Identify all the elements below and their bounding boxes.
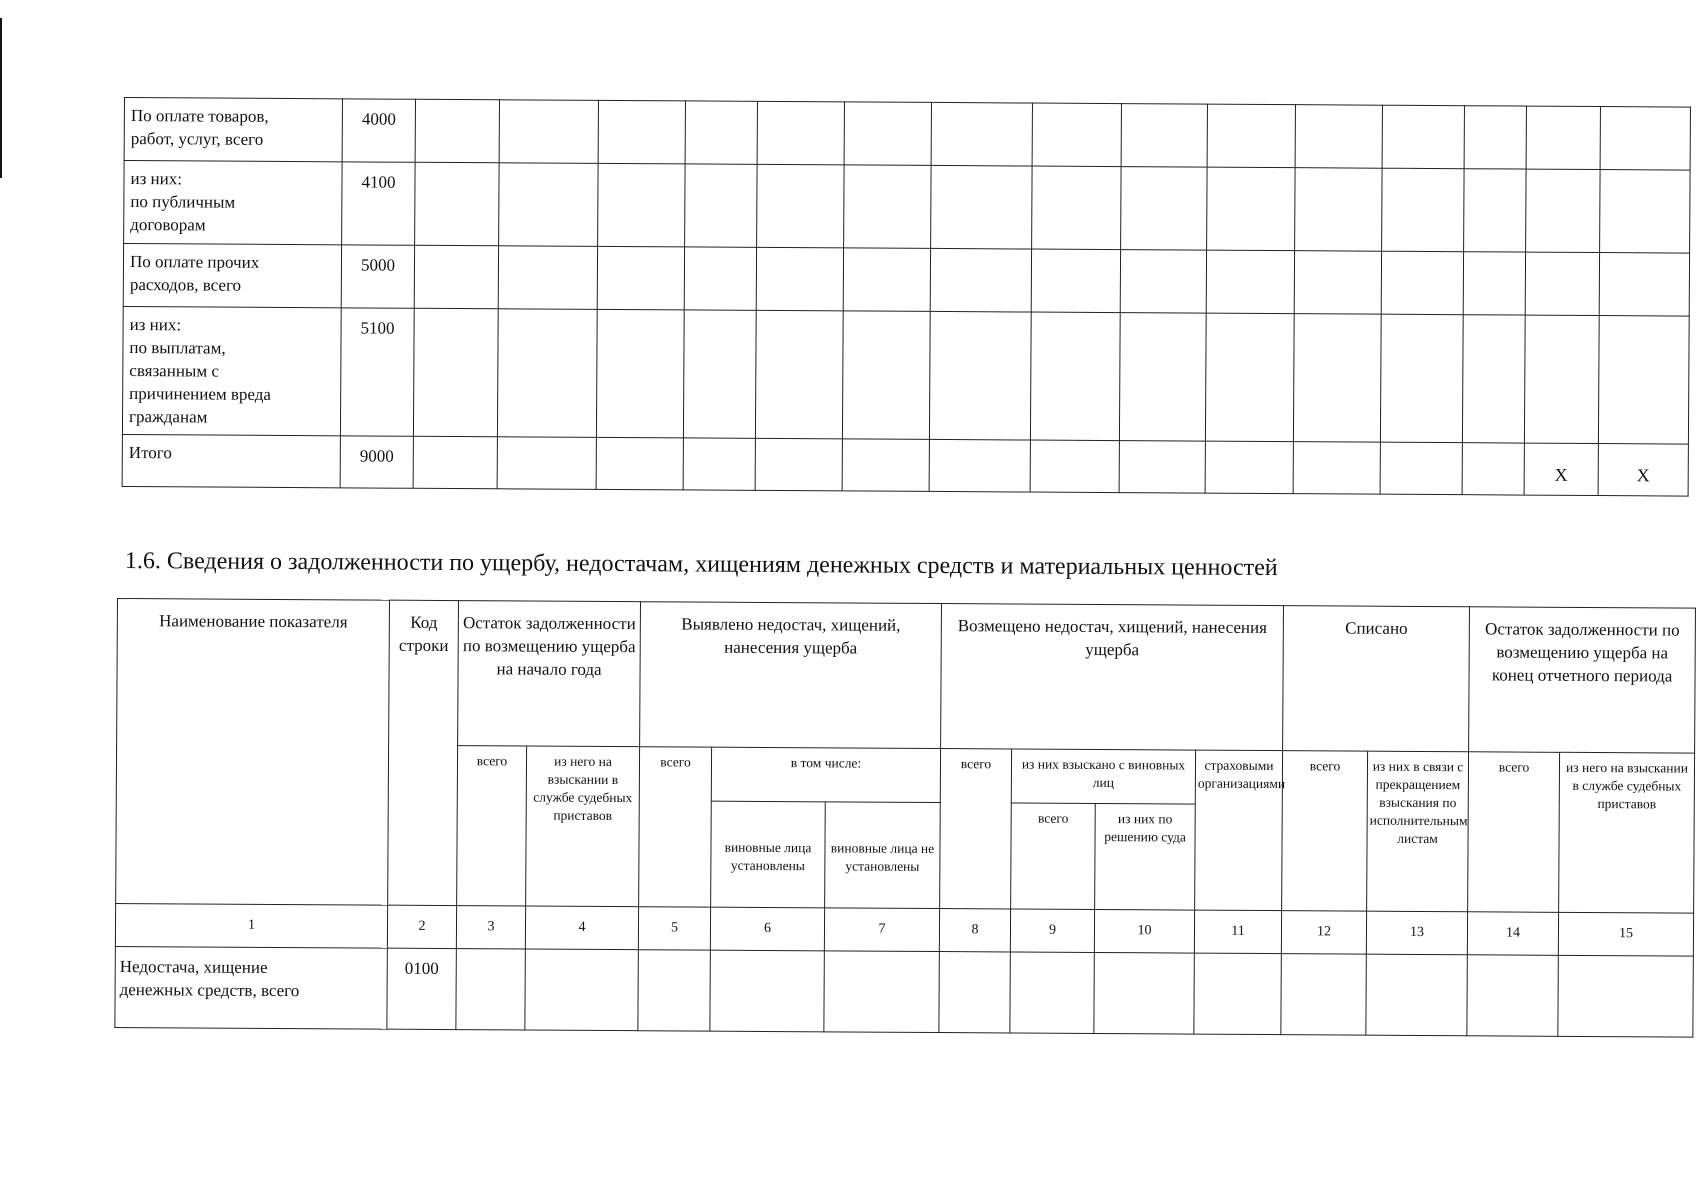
- column-number: 13: [1366, 911, 1467, 955]
- empty-cell: [755, 310, 843, 439]
- table-payments-continued: [122, 97, 1691, 497]
- row-name: По оплате товаров, работ, услуг, всего: [124, 98, 342, 162]
- empty-cell: [1281, 954, 1366, 1036]
- cross-mark-cell: [1526, 106, 1600, 169]
- empty-cell: [1205, 441, 1293, 494]
- row-code: 9000: [340, 436, 413, 488]
- empty-cell: [525, 949, 639, 1031]
- empty-cell: [1462, 443, 1524, 495]
- cross-mark-cell: [1525, 252, 1599, 315]
- empty-cell: [930, 248, 1031, 312]
- table-damage-debts: [114, 598, 1696, 1038]
- empty-cell: [1032, 103, 1121, 167]
- empty-cell: [598, 163, 686, 247]
- header-by-court: из них по решению суда: [1095, 803, 1196, 910]
- empty-cell: [757, 164, 845, 248]
- empty-cell: [1094, 952, 1194, 1034]
- cross-mark-cell: [1600, 107, 1690, 171]
- empty-cell: [931, 102, 1032, 166]
- header-culprits-known: виновные лица установлены: [711, 801, 826, 908]
- column-number: 1: [115, 903, 387, 948]
- column-number: 15: [1558, 912, 1693, 956]
- empty-cell: [685, 164, 758, 247]
- empty-cell: [1380, 314, 1463, 442]
- row-code: 5000: [341, 245, 414, 308]
- empty-cell: [1382, 105, 1464, 168]
- empty-cell: [683, 310, 756, 438]
- empty-cell: [1121, 167, 1208, 251]
- empty-cell: [1119, 313, 1206, 442]
- header-enforcement-stopped: из них в связи с прекращением взыскания по исполнительным листам: [1367, 751, 1469, 912]
- column-number: 12: [1281, 911, 1366, 955]
- cross-mark-cell: [1526, 169, 1601, 252]
- empty-cell: [1030, 312, 1120, 441]
- empty-cell: [415, 99, 499, 163]
- column-number: 11: [1194, 910, 1281, 954]
- empty-cell: [1032, 166, 1122, 250]
- empty-cell: [844, 165, 932, 249]
- empty-cell: [683, 438, 755, 490]
- table-row: [122, 306, 1689, 444]
- empty-cell: [931, 165, 1033, 249]
- table-row: [124, 98, 1690, 171]
- empty-cell: [710, 950, 824, 1032]
- empty-cell: [597, 246, 684, 310]
- header-recovered-from-culprits: из них взыскано с виновных лиц: [1011, 749, 1195, 804]
- column-number: 4: [525, 906, 638, 950]
- empty-cell: [1464, 106, 1526, 169]
- empty-cell: [1382, 168, 1465, 251]
- row-code: 4000: [342, 99, 415, 162]
- empty-cell: [824, 951, 939, 1033]
- empty-cell: [684, 247, 756, 310]
- header-end-total: всего: [1468, 752, 1560, 913]
- empty-cell: [498, 246, 597, 310]
- column-number: 6: [710, 907, 824, 951]
- column-number: 5: [638, 907, 710, 950]
- row-name: Итого: [122, 434, 340, 487]
- empty-cell: [497, 309, 597, 438]
- row-name: По оплате прочих расходов, всего: [123, 244, 341, 308]
- row-name: из них: по выплатам, связанным с причинением вреда гражданам: [122, 306, 341, 435]
- column-number: 14: [1467, 912, 1558, 956]
- header-including: в том числе:: [711, 747, 940, 802]
- header-written-off-total: всего: [1282, 751, 1368, 912]
- empty-cell: [415, 162, 500, 246]
- cross-mark-cell: [1524, 315, 1599, 443]
- empty-cell: [757, 101, 844, 165]
- table-row: [124, 161, 1690, 254]
- empty-cell: [638, 950, 710, 1031]
- column-number: 9: [1010, 909, 1094, 953]
- row-name: из них: по публичным договорам: [124, 161, 343, 245]
- empty-cell: [756, 247, 843, 311]
- header-detected: Выявлено недостач, хищений, нанесения ущерба: [640, 602, 942, 749]
- empty-cell: [1463, 252, 1525, 315]
- empty-cell: [1120, 250, 1206, 314]
- cross-mark-cell: [1599, 253, 1689, 317]
- empty-cell: [598, 100, 685, 164]
- column-number: 10: [1094, 909, 1194, 953]
- empty-cell: [1119, 441, 1205, 494]
- empty-cell: [929, 439, 1030, 492]
- empty-cell: [929, 311, 1031, 440]
- header-indicator-name: Наименование показателя: [116, 599, 390, 906]
- empty-cell: [1381, 251, 1463, 314]
- empty-cell: [1464, 169, 1527, 252]
- empty-cell: [1293, 314, 1381, 443]
- header-start-total: всего: [457, 746, 527, 906]
- empty-cell: [596, 309, 684, 438]
- row-name: Недостача, хищение денежных средств, всего: [115, 946, 387, 1029]
- table-row: [123, 244, 1689, 317]
- empty-cell: [755, 438, 842, 491]
- empty-cell: [1294, 251, 1381, 315]
- empty-cell: [1462, 315, 1525, 443]
- empty-cell: [1293, 442, 1380, 495]
- header-written-off: Списано: [1283, 606, 1470, 752]
- section-title: 1.6. Сведения о задолженности по ущербу, недостачам, хищениям денежных средств и материальных ценностей: [124, 548, 1278, 582]
- header-start-bailiffs: из него на взыскании в службе судебных приставов: [526, 746, 640, 907]
- empty-cell: [842, 311, 930, 440]
- row-code: 0100: [387, 948, 456, 1029]
- column-number: 3: [456, 906, 525, 949]
- header-end-bailiffs: из него на взыскании в службе судебных приставов: [1559, 752, 1695, 913]
- row-code: 4100: [342, 162, 416, 245]
- column-number: 7: [824, 908, 939, 952]
- empty-cell: [413, 436, 497, 489]
- empty-cell: [456, 949, 525, 1030]
- empty-cell: [843, 248, 930, 312]
- empty-cell: [1121, 104, 1207, 168]
- page-edge-mark: [0, 18, 2, 178]
- empty-cell: [1207, 104, 1295, 168]
- header-culprits-unknown: виновные лица не установлены: [825, 802, 941, 909]
- table-row: [122, 434, 1688, 496]
- empty-cell: [1467, 955, 1558, 1037]
- empty-cell: [596, 437, 683, 490]
- header-insurers: страховыми организациями: [1195, 750, 1283, 911]
- header-reimbursed-total: всего: [940, 749, 1012, 909]
- empty-cell: [1295, 168, 1383, 252]
- row-code: 5100: [340, 308, 414, 436]
- empty-cell: [1030, 440, 1119, 493]
- empty-cell: [499, 163, 599, 247]
- header-reimbursed: Возмещено недостач, хищений, нанесения ущерба: [941, 604, 1284, 751]
- cross-mark-cell: X: [1598, 444, 1688, 497]
- cross-mark-cell: [1600, 170, 1691, 254]
- empty-cell: [1205, 313, 1294, 442]
- empty-cell: [414, 245, 498, 309]
- cross-mark-cell: [1598, 316, 1689, 445]
- empty-cell: [1366, 954, 1467, 1036]
- empty-cell: [1558, 955, 1693, 1037]
- empty-cell: [1206, 250, 1294, 314]
- empty-cell: [1010, 952, 1094, 1034]
- empty-cell: [844, 102, 931, 166]
- empty-cell: [1031, 249, 1120, 313]
- empty-cell: [939, 952, 1010, 1033]
- header-row-code: Код строки: [388, 600, 459, 905]
- empty-cell: [497, 437, 596, 490]
- empty-cell: [1207, 167, 1296, 251]
- column-number: 2: [387, 905, 456, 948]
- empty-cell: [1194, 953, 1282, 1035]
- empty-cell: [1380, 442, 1462, 494]
- header-balance-end: Остаток задолженности по возмещению ущерба на конец отчетного периода: [1469, 607, 1696, 753]
- empty-cell: [685, 101, 757, 164]
- cross-mark-cell: X: [1524, 443, 1598, 495]
- empty-cell: [842, 439, 929, 492]
- column-number: 8: [939, 909, 1010, 952]
- empty-cell: [1295, 105, 1382, 169]
- empty-cell: [499, 100, 598, 164]
- empty-cell: [413, 308, 498, 437]
- table-row: [115, 946, 1693, 1037]
- header-recovered-total: всего: [1011, 803, 1096, 910]
- header-balance-start: Остаток задолженности по возмещению ущерба на начало года: [458, 601, 641, 747]
- header-detected-total: всего: [639, 747, 712, 907]
